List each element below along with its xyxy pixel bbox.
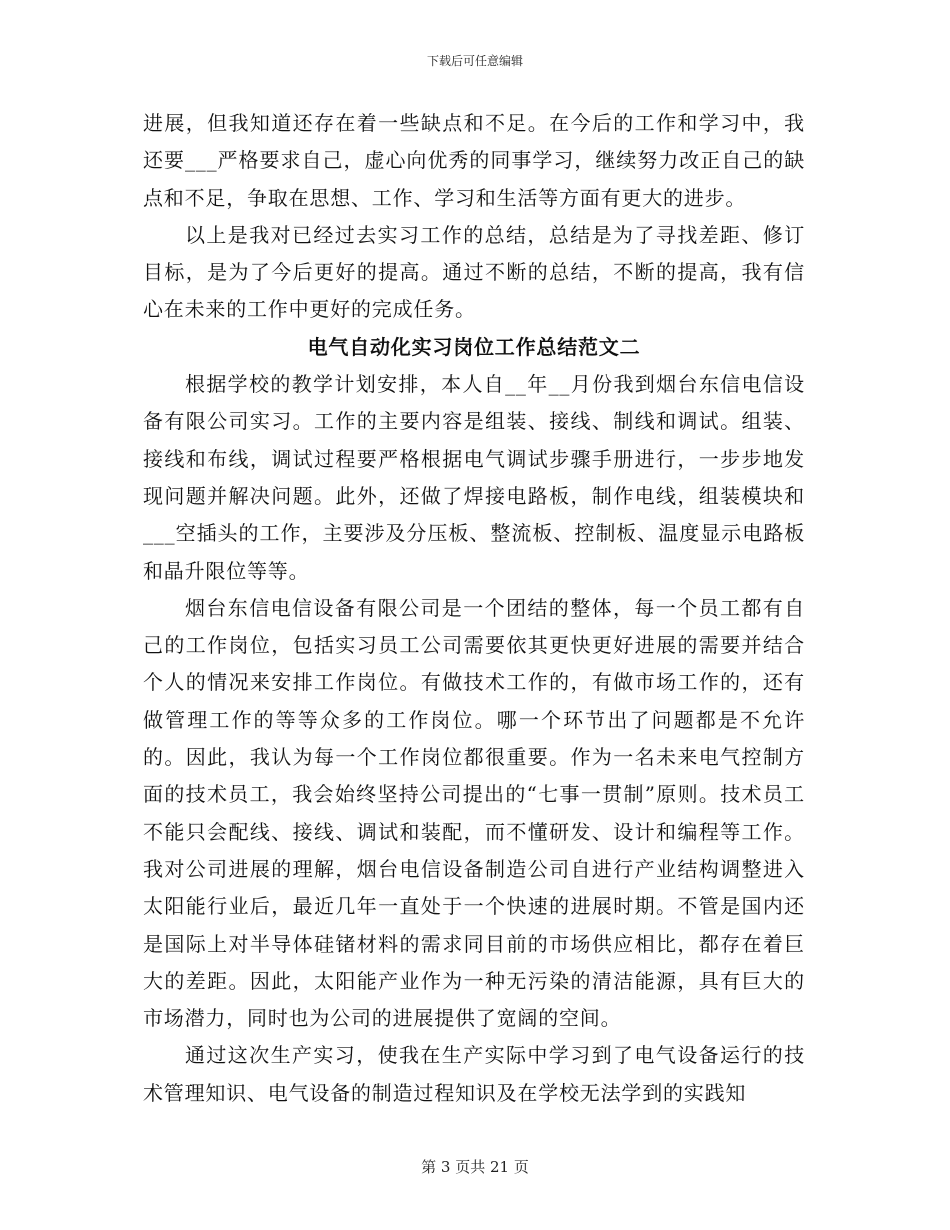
paragraph-5: 通过这次生产实习，使我在生产实际中学习到了电气设备运行的技术管理知识、电气设备的制造过程知识及在学校无法学到的实践知: [143, 1043, 805, 1105]
page-header: 下载后可任意编辑: [426, 54, 523, 68]
section-heading: 电气自动化实习岗位工作总结范文二: [307, 334, 641, 359]
paragraph-4: 烟台东信电信设备有限公司是一个团结的整体，每一个员工都有自己的工作岗位，包括实习员工公司需要依其更快更好进展的需要并结合个人的情况来安排工作岗位。有做技术工作的，有做市场工作的，还有做管理工作的等等众多的工作岗位。哪一个环节出了问题都是不允许的。因此，我认为每一个工作岗位都很重要。作为一名未来电气控制方面的技术员工，我会始终坚持公司提出的“七事一贯制”原则。技术员工不能只会配线、接线、调试和装配，而不懂研发、设计和编程等工作。我对公司进展的理解，烟台电信设备制造公司自进行产业结构调整进入太阳能行业后，最近几年一直处于一个快速的进展时期。不管是国内还是国际上对半导体硅锗材料的需求同目前的市场供应相比，都存在着巨大的差距。因此，太阳能产业作为一种无污染的清洁能源，具有巨大的市场潜力，同时也为公司的进展提供了宽阔的空间。: [143, 595, 805, 1031]
document-body: [143, 105, 805, 1112]
paragraph-3: 根据学校的教学计划安排，本人自__年__月份我到烟台东信电信设备有限公司实习。工作的主要内容是组装、接线、制线和调试。组装、接线和布线，调试过程要严格根据电气调试步骤手册进行，一步步地发现问题并解决问题。此外，还做了焊接电路板，制作电线，组装模块和___空插头的工作，主要涉及分压板、整流板、控制板、温度显示电路板和晶升限位等等。: [143, 372, 805, 583]
paragraph-2: 以上是我对已经过去实习工作的总结，总结是为了寻找差距、修订目标，是为了今后更好的提高。通过不断的总结，不断的提高，我有信心在未来的工作中更好的完成任务。: [143, 222, 805, 322]
paragraph-1: 进展，但我知道还存在着一些缺点和不足。在今后的工作和学习中，我还要___严格要求自己，虚心向优秀的同事学习，继续努力改正自己的缺点和不足，争取在思想、工作、学习和生活等方面有更大的进步。: [143, 111, 805, 210]
page-footer: 第 3 页共 21 页: [421, 1158, 529, 1176]
